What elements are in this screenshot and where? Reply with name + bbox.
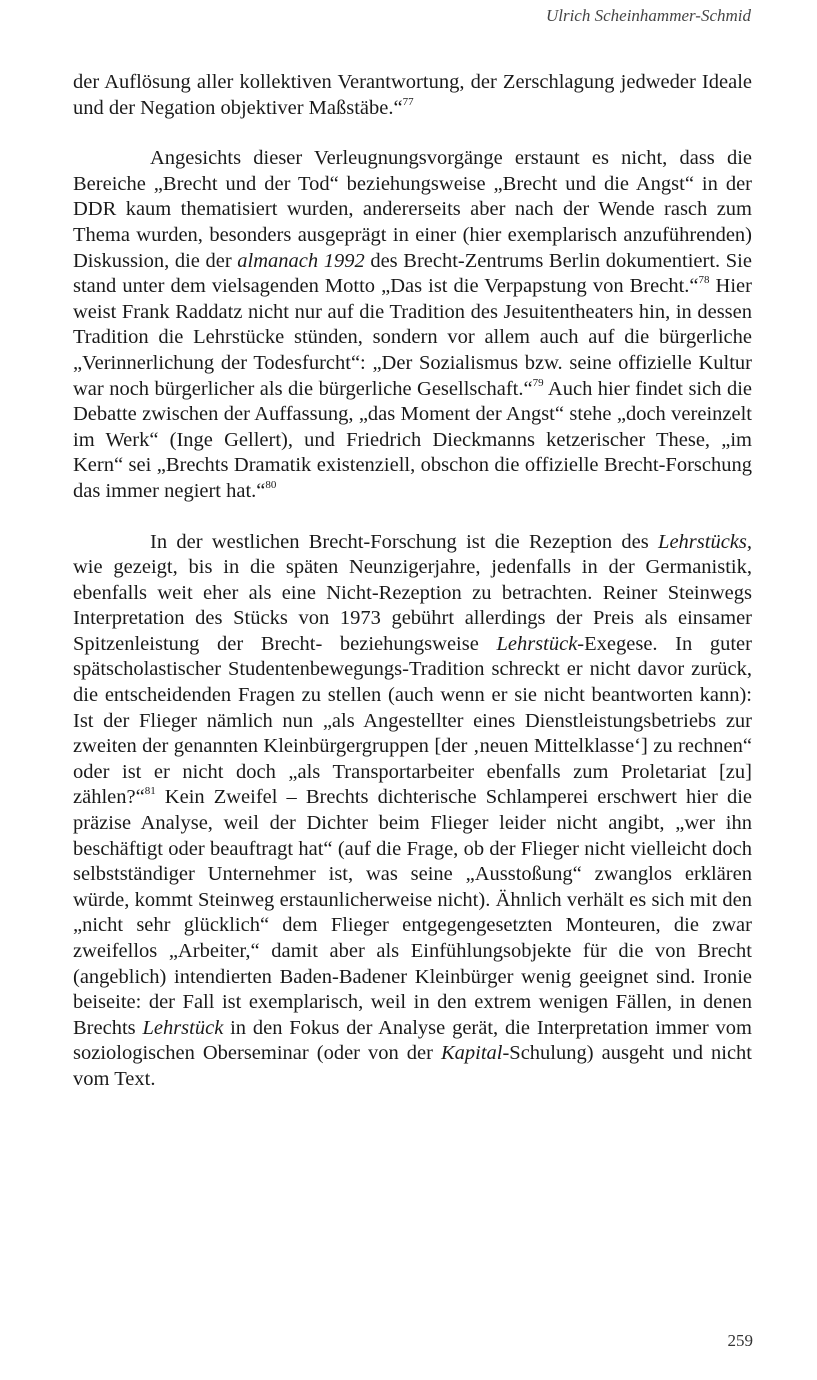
text-run: in den Fokus der Analyse gerät, die Interpretation immer vom soziologischen Oberseminar (oder von der — [73, 1016, 752, 1065]
italic-term: Lehrstück — [142, 1016, 224, 1039]
footnote-ref-79[interactable]: 79 — [532, 376, 544, 389]
italic-title: almanach 1992 — [237, 249, 365, 272]
paragraph-3 — [73, 530, 752, 1093]
footnote-ref-77[interactable]: 77 — [402, 95, 414, 108]
paragraph-2 — [73, 146, 752, 504]
text-run: In der westlichen Brecht-Forschung ist die Rezeption des — [150, 530, 659, 553]
text-run: Hier weist Frank Raddatz nicht nur auf die Tradition des Jesuitentheaters hin, in dessen Tradition die Lehrstücke stünden, sondern vor allem auch auf die bürgerliche „Verinnerlichung der Todesfurcht“: „Der Sozialismus bzw. seine offizielle Kultur war noch bürgerlicher als die bürgerliche Gesellschaft.“ — [73, 275, 752, 400]
body-text — [73, 70, 752, 1118]
italic-term: Lehrstück — [496, 632, 578, 655]
footnote-ref-78[interactable]: 78 — [698, 274, 710, 287]
footnote-ref-81[interactable]: 81 — [144, 785, 156, 798]
text-run: der Auflösung aller kollektiven Verantwortung, der Zerschlagung jedweder Ideale und der Negation objektiver Maßstäbe.“ — [73, 71, 752, 119]
italic-term: Kapital — [440, 1042, 503, 1065]
running-header-author: Ulrich Scheinhammer-Schmid — [545, 6, 751, 25]
text-run: -Schulung) ausgeht und nicht vom Text. — [73, 1042, 752, 1090]
italic-term: Lehrstücks, — [658, 530, 752, 553]
paragraph-1 — [73, 70, 752, 121]
text-run: des Brecht-Zentrums Berlin dokumentiert. Sie stand unter dem vielsagenden Motto „Das ist die Verpapstung von Brecht.“ — [73, 249, 752, 298]
footnote-ref-80[interactable]: 80 — [265, 478, 277, 491]
text-run: wie gezeigt, bis in die späten Neunzigerjahre, jedenfalls in der Germanistik, ebenfalls weit eher als eine Nicht-Rezeption zu betrachten. Reiner Steinwegs Interpretation des Stücks von 1973 gebührt allerdings der Preis als einsamer Spitzenleistung der Brecht- beziehungsweise — [73, 556, 752, 655]
text-run: Angesichts dieser Verleugnungsvorgänge erstaunt es nicht, dass die Bereiche „Brecht und der Tod“ beziehungsweise „Brecht und die Angst“ in der DDR kaum thematisiert wurden, andererseits aber nach der Wende rasch zum Thema wurden, besonders ausgeprägt in einer (hier exemplarisch anzuführenden) Diskussion, die der — [73, 147, 752, 272]
text-run: -Exegese. In guter spätscholastischer Studentenbewegungs-Tradition schreckt er nicht davor zurück, die entscheidenden Fragen zu stellen (auch wenn er sie nicht beantworten kann): Ist der Flieger nämlich nun „als Angestellter eines Dienstleistungsbetriebs zur zweiten der genannten Kleinbürgergruppen [der ‚neuen Mittelklasse‘] zu rechnen“ oder ist er nicht doch „als Transportarbeiter ebenfalls zum Proletariat [zu] zählen?“ — [73, 632, 752, 809]
text-run: Auch hier findet sich die Debatte zwischen der Auffassung, „das Moment der Angst“ stehe „doch vereinzelt im Werk“ (Inge Gellert), und Friedrich Dieckmanns ketzerischer These, „im Kern“ sei „Brechts Dramatik existenziell, obschon die offizielle Brecht-Forschung das immer negiert hat.“ — [73, 377, 752, 502]
page-number: 259 — [727, 1331, 753, 1350]
text-run: Kein Zweifel – Brechts dichterische Schlamperei erschwert hier die präzise Analyse, weil der Dichter beim Flieger leider nicht angibt, „wer ihn beschäftigt oder beauftragt hat“ (auf die Frage, ob der Flieger nicht vielleicht doch selbstständiger Unternehmer ist, was seine „Ausstoßung“ zwanglos erklären würde, kommt Steinweg erstaunlicherweise nicht). Ähnlich verhält es sich mit den „nicht sehr glücklich“ dem Flieger entgegengesetzten Monteuren, die zwar zweifellos „Arbeiter,“ damit aber als Einfühlungsobjekte für die von Brecht (angeblich) intendierten Baden-Badener Kleinbürger wenig geeignet sind. Ironie beiseite: der Fall ist exemplarisch, weil in den extrem wenigen Fällen, in denen Brechts — [73, 786, 752, 1039]
